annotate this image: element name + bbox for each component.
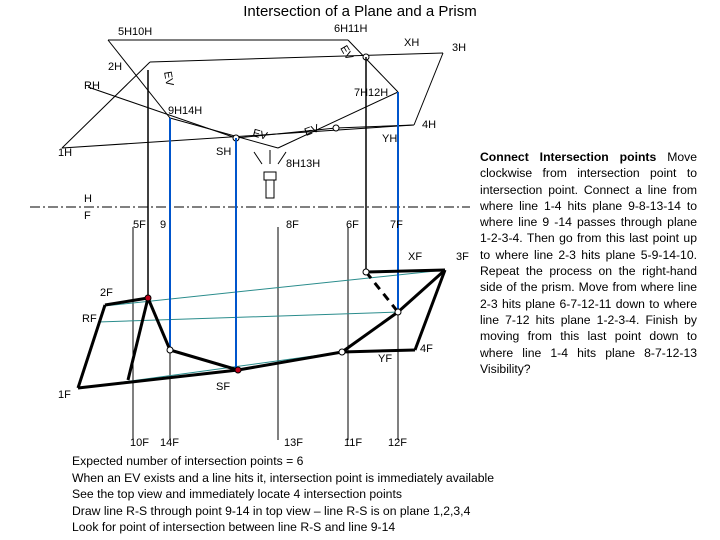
label-8f: 8F <box>286 219 299 231</box>
line-r-s-top <box>88 87 236 138</box>
label-2f: 2F <box>100 287 113 299</box>
label-yf: YF <box>378 353 393 365</box>
instructions-panel <box>480 149 697 377</box>
label-sf: SF <box>216 381 231 393</box>
note-line: See the top view and immediately locate 4 intersection points <box>72 487 402 501</box>
note-line: When an EV exists and a line hits it, intersection point is immediately available <box>72 470 495 485</box>
black-projectors <box>148 57 366 298</box>
point-xf <box>363 269 369 275</box>
label-h: H <box>84 193 92 205</box>
label-5h10h: 5H10H <box>118 26 153 38</box>
label-yh: YH <box>382 133 398 145</box>
label-12f: 12F <box>388 437 407 449</box>
label-13f: 13F <box>284 437 303 449</box>
label-ev-2: EV <box>161 70 176 87</box>
instructions-heading: Connect Intersection points <box>480 150 657 164</box>
front-view-points <box>145 269 401 373</box>
point-ev <box>333 125 339 131</box>
label-4h: 4H <box>422 119 437 131</box>
note-line: Expected number of intersection points = 6 <box>72 454 304 468</box>
label-sh: SH <box>216 146 232 158</box>
light-source-icon <box>254 150 286 198</box>
label-xh: XH <box>404 37 420 49</box>
plane-edge-1-2-top <box>62 62 150 148</box>
front-view-prism <box>133 227 398 440</box>
edge-7-8-top <box>278 92 398 148</box>
label-rf: RF <box>82 313 97 325</box>
label-ev-3: EV <box>251 127 269 143</box>
label-f: F <box>84 210 91 222</box>
label-1h: 1H <box>58 147 73 159</box>
notes-block <box>72 453 494 536</box>
label-9h14h: 9H14H <box>168 105 203 117</box>
label-5f: 5F <box>133 219 146 231</box>
edge-5-9-top <box>108 40 170 118</box>
label-8h13h: 8H13H <box>286 158 321 170</box>
label-ev-1: EV <box>337 43 356 63</box>
label-2h: 2H <box>108 61 123 73</box>
projection-lines <box>80 270 445 388</box>
label-rh: RH <box>84 80 100 92</box>
label-xf: XF <box>408 251 423 263</box>
label-1f: 1F <box>58 389 71 401</box>
plane-edge-1-4-front <box>78 370 238 388</box>
plane-edge-3-4-top <box>414 53 443 125</box>
instructions-body: Move clockwise from intersection point to intersection point. Connect a line from where line 1-4 hits plane 9-8-13-14 to where line 9 -14 passes through plane 1-2-3-4. Then go from this last point up to where line 2-3 hits plane 5-9-14-10. Repeat the process on the right-hand side of the prism. Move from where line 2-3 hits plane 6-7-12-11 down to where line 7-12 hits plane 1-2-3-4. Finish by moving from this last point down to where line 1-4 hits plane 8-7-12-13 Visibility? <box>480 150 697 376</box>
edge-6-ev <box>348 40 398 92</box>
point-7-12-hit <box>395 309 401 315</box>
hidden-line <box>366 272 398 312</box>
label-11f: 11F <box>344 437 363 449</box>
plane-edge-2-3-top <box>150 53 443 62</box>
page-title: Intersection of a Plane and a Prism <box>243 3 477 20</box>
diagram-labels <box>58 23 469 449</box>
point-9-14-hit <box>167 347 173 353</box>
label-3h: 3H <box>452 42 467 54</box>
label-3f: 3F <box>456 251 469 263</box>
label-4f: 4F <box>420 343 433 355</box>
label-6h11h: 6H11H <box>334 23 368 35</box>
label-ev-4: EV <box>302 122 321 139</box>
label-9f: 9 <box>160 219 167 231</box>
note-line: Draw line R-S through point 9-14 in top view – line R-S is on plane 1,2,3,4 <box>72 503 471 518</box>
label-10f: 10F <box>130 437 149 449</box>
point-2-3-hit <box>145 295 151 301</box>
note-line: Look for point of intersection between line R-S and line 9-14 <box>72 520 396 534</box>
point-yf <box>339 349 345 355</box>
label-14f: 14F <box>160 437 179 449</box>
label-7h12h: 7H12H <box>354 87 389 99</box>
label-7f: 7F <box>390 219 403 231</box>
point-sf <box>235 367 241 373</box>
label-6f: 6F <box>346 219 359 231</box>
